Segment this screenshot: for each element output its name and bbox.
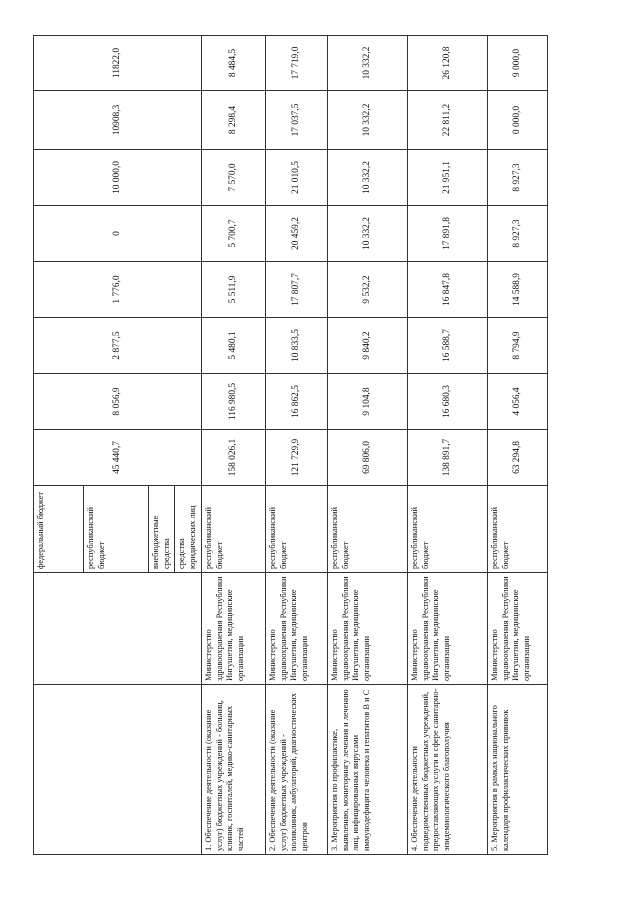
- rotated-table-container: [33, 35, 546, 855]
- value-cell: 138 891,7: [408, 430, 488, 486]
- value-cell: 17 037,5: [266, 91, 328, 150]
- value-cell: 10 332,2: [328, 150, 408, 206]
- row-executor: Министерство здравоохранения Республики Ингушетия, медицинские организации: [266, 573, 328, 685]
- value-cell: 9 840,2: [328, 318, 408, 374]
- value-cell: 8 484,5: [202, 36, 266, 91]
- table-row: [328, 36, 408, 855]
- value-cell: 4 056,4: [488, 374, 548, 430]
- row-description: 4. Обеспечение деятельности подведомственных бюджетных учреждений, предоставляющих услуги в сфере санитарно-эпидемиологического благополучия: [408, 685, 488, 855]
- table-row: [488, 36, 548, 855]
- value-cell: 158 026,1: [202, 430, 266, 486]
- value-cell: 121 729,9: [266, 430, 328, 486]
- value-cell: 10 332,2: [328, 91, 408, 150]
- value-cell: 7 570,0: [202, 150, 266, 206]
- row-executor: Министерство здравоохранения Республики Ингушетия, медицинские организации: [408, 573, 488, 685]
- value-cell: 63 294,8: [488, 430, 548, 486]
- source-label: внебюджетные средства: [149, 486, 175, 573]
- row-source: республиканский бюджет: [202, 486, 266, 573]
- value-cell: 9 532,2: [328, 262, 408, 318]
- value-cell: 26 120,8: [408, 36, 488, 91]
- value-cell: 10908,3: [34, 91, 202, 150]
- value-cell: 5 700,7: [202, 206, 266, 262]
- table-row: [408, 36, 488, 855]
- value-cell: 2 877,5: [34, 318, 202, 374]
- source-label: средства юридических лиц: [175, 486, 202, 573]
- value-cell: 17 891,8: [408, 206, 488, 262]
- value-cell: 10 332,2: [328, 36, 408, 91]
- value-cell: 8 927,3: [488, 206, 548, 262]
- table-row: [34, 36, 84, 855]
- budget-table: [33, 35, 548, 855]
- source-label: федеральный бюджет: [34, 486, 84, 573]
- table-row: [266, 36, 328, 855]
- source-label: республиканский бюджет: [84, 486, 149, 573]
- value-cell: 16 862,5: [266, 374, 328, 430]
- value-cell: 0: [34, 206, 202, 262]
- value-cell: 10 332,2: [328, 206, 408, 262]
- value-cell: 20 459,2: [266, 206, 328, 262]
- value-cell: 69 806,0: [328, 430, 408, 486]
- row-source: республиканский бюджет: [408, 486, 488, 573]
- value-cell: 21 010,5: [266, 150, 328, 206]
- value-cell: 17 719,0: [266, 36, 328, 91]
- value-cell: 8 298,4: [202, 91, 266, 150]
- row-description: 2. Обеспечение деятельности (оказание услуг) бюджетных учреждений - поликлиник, амбулаторий, диагностических центров: [266, 685, 328, 855]
- value-cell: 5 480,1: [202, 318, 266, 374]
- row-source: республиканский бюджет: [328, 486, 408, 573]
- value-cell: 16 588,7: [408, 318, 488, 374]
- value-cell: 21 951,1: [408, 150, 488, 206]
- value-cell: 10 000,0: [34, 150, 202, 206]
- value-cell: 17 807,7: [266, 262, 328, 318]
- row-source: республиканский бюджет: [266, 486, 328, 573]
- row-description: 3. Мероприятия по профилактике, выявлению, мониторингу лечения и лечению лиц, инфицированных вирусами иммунодефицита человека и гепатитов В и С: [328, 685, 408, 855]
- row-description: 1. Обеспечение деятельности (оказание услуг) бюджетных учреждений - больниц, клиник, госпиталей, медико-санитарных частей: [202, 685, 266, 855]
- value-cell: 5 511,9: [202, 262, 266, 318]
- value-cell: 9 000,0: [488, 36, 548, 91]
- value-cell: 10 833,5: [266, 318, 328, 374]
- value-cell: 16 847,8: [408, 262, 488, 318]
- value-cell: 16 680,3: [408, 374, 488, 430]
- row-executor: Министерство здравоохранения Республики Ингушетия, медицинские организации: [488, 573, 548, 685]
- value-cell: 14 588,9: [488, 262, 548, 318]
- value-cell: 8 794,9: [488, 318, 548, 374]
- row-source: республиканский бюджет: [488, 486, 548, 573]
- value-cell: 1 776,0: [34, 262, 202, 318]
- value-cell: 22 811,2: [408, 91, 488, 150]
- value-cell: 0 000,0: [488, 91, 548, 150]
- row-executor: Министерство здравоохранения Республики Ингушетия, медицинские организации: [328, 573, 408, 685]
- value-cell: 8 056,9: [34, 374, 202, 430]
- header-executor-cell: [34, 573, 202, 685]
- row-executor: Министерство здравоохранения Республики Ингушетия, медицинские организации: [202, 573, 266, 685]
- header-description-cell: [34, 685, 202, 855]
- row-description: 5. Мероприятия в рамках национального календаря профилактических прививок: [488, 685, 548, 855]
- value-cell: 45 440,7: [34, 430, 202, 486]
- value-cell: 9 104,8: [328, 374, 408, 430]
- value-cell: 11822,0: [34, 36, 202, 91]
- value-cell: 116 980,5: [202, 374, 266, 430]
- table-row: [202, 36, 266, 855]
- value-cell: 8 927,3: [488, 150, 548, 206]
